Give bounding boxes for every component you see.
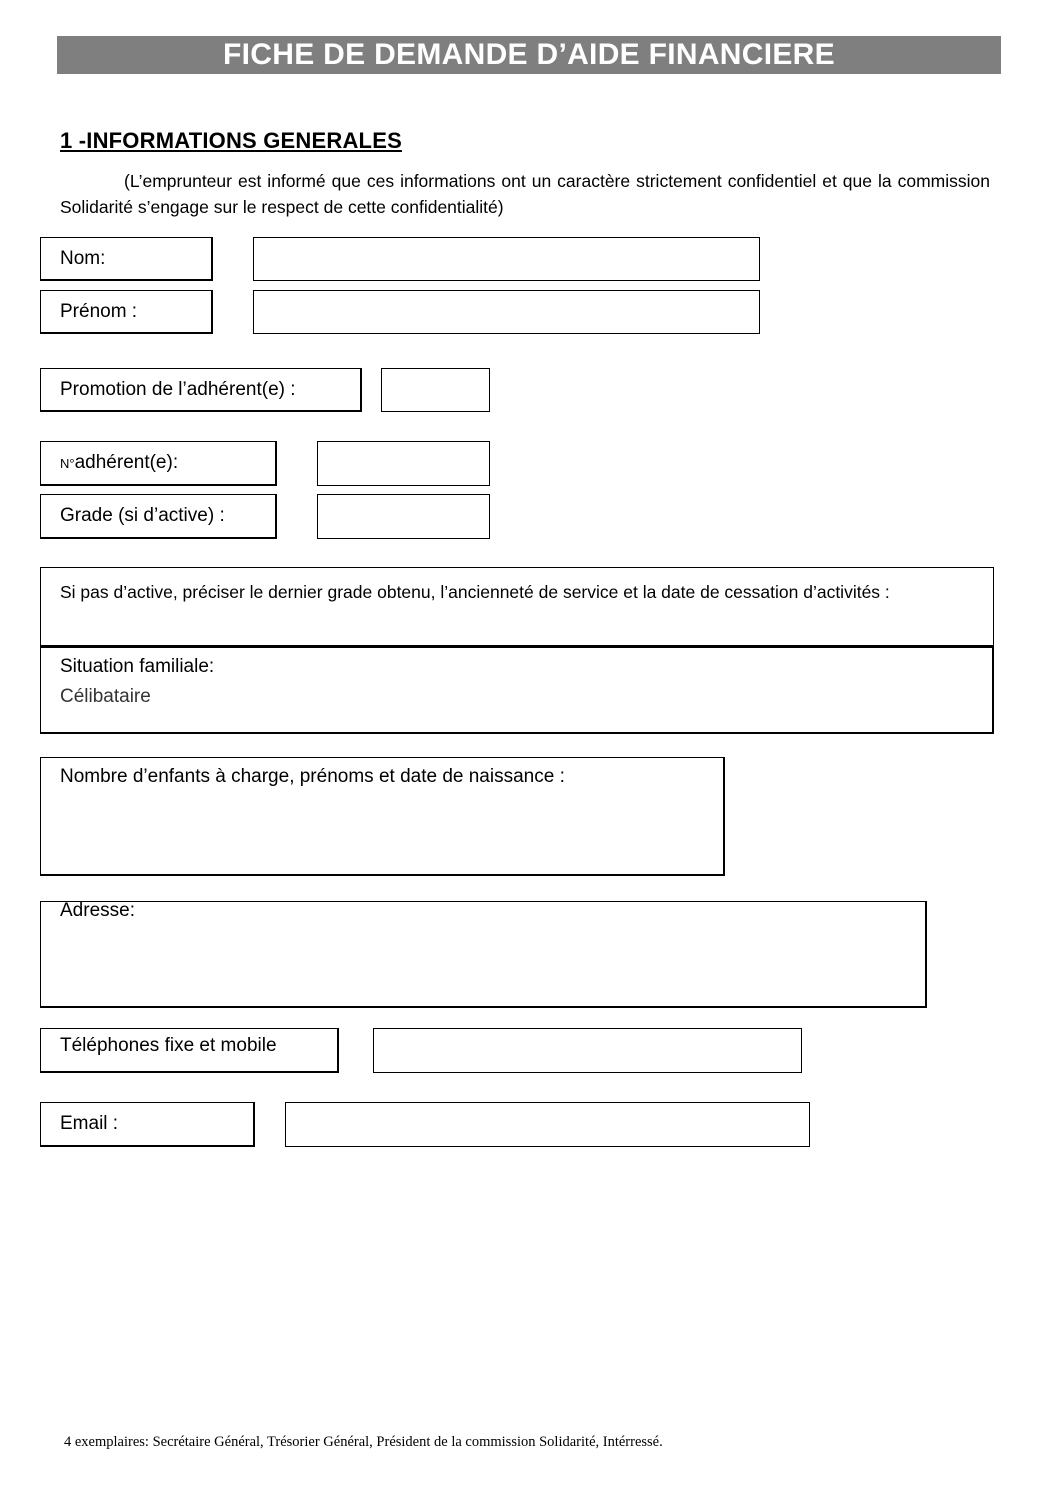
page-title: FICHE DE DEMANDE D’AIDE FINANCIERE (57, 36, 1001, 74)
pas-active-field[interactable] (40, 567, 994, 648)
pas-active-label: Si pas d’active, préciser le dernier grade obtenu, l’ancienneté de service et la date de cessation d’activités : (60, 582, 890, 602)
adresse-field[interactable] (40, 901, 927, 1008)
footer-note: 4 exemplaires: Secrétaire Général, Trésorier Général, Président de la commission Solidarité, Intérressé. (64, 1434, 663, 1450)
promotion-input[interactable] (381, 368, 490, 412)
numero-adherent-input[interactable] (317, 441, 490, 486)
adresse-label: Adresse: (60, 900, 135, 921)
enfants-field[interactable] (40, 757, 725, 876)
prenom-input[interactable] (253, 290, 760, 334)
enfants-label: Nombre d’enfants à charge, prénoms et date de naissance : (60, 766, 565, 787)
confidentiality-notice: (L’emprunteur est informé que ces informations ont un caractère strictement confidentiel et que la commission Solidarité s’engage sur le respect de cette confidentialité) (60, 171, 990, 217)
promotion-label: Promotion de l’adhérent(e) : (40, 368, 362, 412)
prenom-label: Prénom : (40, 290, 213, 334)
section-heading: 1 -INFORMATIONS GENERALES (60, 128, 402, 153)
telephones-label: Téléphones fixe et mobile (40, 1028, 339, 1073)
email-label: Email : (40, 1102, 255, 1147)
situation-familiale-field[interactable] (40, 648, 994, 734)
nom-label: Nom: (40, 237, 213, 281)
numero-adherent-label: N° adhérent(e): (40, 441, 277, 486)
grade-label: Grade (si d’active) : (40, 494, 277, 539)
nom-input[interactable] (253, 237, 760, 281)
telephones-input[interactable] (373, 1028, 802, 1073)
situation-familiale-value: Célibataire (60, 686, 151, 707)
numero-prefix: N° (60, 455, 75, 471)
situation-familiale-label: Situation familiale: (60, 656, 215, 677)
email-input[interactable] (285, 1102, 810, 1147)
grade-input[interactable] (317, 494, 490, 539)
